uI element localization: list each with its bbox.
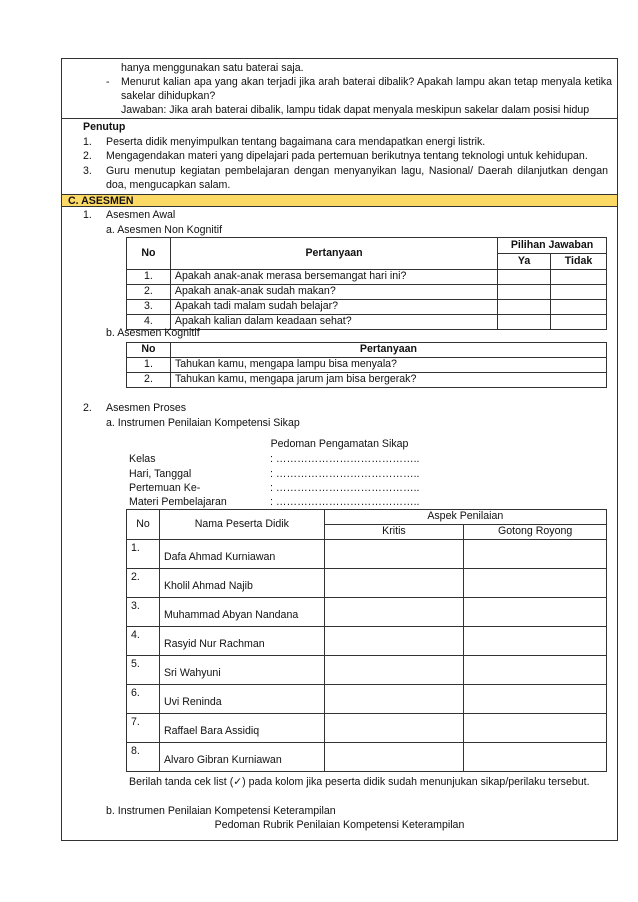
kognitif-table — [126, 342, 607, 388]
th-no-choice: Tidak — [551, 254, 607, 270]
table-row — [127, 373, 607, 388]
th-yes: Ya — [498, 254, 551, 270]
student-name: Uvi Reninda — [159, 685, 324, 714]
row-no: 1. — [127, 270, 171, 285]
row-question: Apakah kalian dalam keadaan sehat? — [170, 315, 497, 330]
gotong-cell[interactable] — [464, 743, 607, 772]
bullet-dash: - — [106, 76, 110, 88]
table-row — [127, 540, 607, 569]
th-choice: Pilihan Jawaban — [498, 238, 607, 254]
row-question: Apakah anak-anak sudah makan? — [170, 285, 497, 300]
continuation-line: hanya menggunakan satu baterai saja. — [121, 62, 304, 74]
gotong-cell[interactable] — [464, 627, 607, 656]
table-row — [127, 685, 607, 714]
yes-cell[interactable] — [498, 270, 551, 285]
student-name: Raffael Bara Assidiq — [159, 714, 324, 743]
student-name: Muhammad Abyan Nandana — [159, 598, 324, 627]
keterampilan-title: Pedoman Rubrik Penilaian Kompetensi Keterampilan — [214, 819, 465, 831]
kritis-cell[interactable] — [324, 598, 464, 627]
checklist-note: Berilah tanda cek list (✓) pada kolom jika peserta didik sudah menunjukan sikap/perilaku tersebut. — [129, 776, 590, 788]
row-question: Tahukan kamu, mengapa jarum jam bisa bergerak? — [170, 373, 606, 388]
student-no: 1. — [127, 540, 160, 569]
field-value[interactable]: : ………………………………….. — [270, 496, 420, 508]
penutup-item-1: Peserta didik menyimpulkan tentang bagaimana cara mendapatkan energi listrik. — [106, 136, 486, 148]
no-cell[interactable] — [551, 300, 607, 315]
sikap-table — [126, 509, 607, 772]
student-name: Dafa Ahmad Kurniawan — [159, 540, 324, 569]
table-row — [127, 714, 607, 743]
kritis-cell[interactable] — [324, 540, 464, 569]
th-no: No — [127, 510, 160, 540]
kritis-cell[interactable] — [324, 685, 464, 714]
asesmen-awal-num: 1. — [83, 209, 92, 221]
kritis-cell[interactable] — [324, 743, 464, 772]
row-no: 2. — [127, 285, 171, 300]
kritis-cell[interactable] — [324, 569, 464, 598]
student-name: Rasyid Nur Rachman — [159, 627, 324, 656]
table-row — [127, 598, 607, 627]
non-kognitif-table — [126, 237, 607, 330]
student-no: 3. — [127, 598, 160, 627]
penutup-title: Penutup — [83, 121, 126, 133]
guide-title: Pedoman Pengamatan Sikap — [270, 438, 409, 450]
document-frame — [61, 58, 618, 841]
gotong-cell[interactable] — [464, 714, 607, 743]
field-value[interactable]: : ………………………………….. — [270, 468, 420, 480]
gotong-cell[interactable] — [464, 656, 607, 685]
sikap-label: a. Instrumen Penilaian Kompetensi Sikap — [106, 417, 300, 429]
penutup-num-2: 2. — [83, 150, 92, 162]
no-cell[interactable] — [551, 315, 607, 330]
th-gotong: Gotong Royong — [464, 525, 607, 540]
th-aspect: Aspek Penilaian — [324, 510, 606, 525]
row-no: 2. — [127, 373, 171, 388]
yes-cell[interactable] — [498, 300, 551, 315]
th-no: No — [127, 238, 171, 270]
asesmen-awal-title: Asesmen Awal — [106, 209, 176, 221]
table-row — [127, 270, 607, 285]
student-no: 7. — [127, 714, 160, 743]
student-no: 2. — [127, 569, 160, 598]
table-row — [127, 627, 607, 656]
table-row — [127, 285, 607, 300]
asesmen-heading: C. ASESMEN — [68, 195, 134, 207]
field-label: Hari, Tanggal — [129, 468, 192, 480]
student-no: 4. — [127, 627, 160, 656]
th-name: Nama Peserta Didik — [159, 510, 324, 540]
table-row — [127, 569, 607, 598]
field-value[interactable]: : ………………………………….. — [270, 482, 420, 494]
no-cell[interactable] — [551, 270, 607, 285]
penutup-item-3: Guru menutup kegiatan pembelajaran dengan menyanyikan lagu, Nasional/ Daerah dilanjutkan dengan doa, mengucapkan salam. — [106, 165, 608, 191]
yes-cell[interactable] — [498, 285, 551, 300]
row-question: Tahukan kamu, mengapa lampu bisa menyala? — [170, 358, 606, 373]
field-label: Pertemuan Ke- — [129, 482, 201, 494]
student-name: Kholil Ahmad Najib — [159, 569, 324, 598]
row-no: 3. — [127, 300, 171, 315]
field-value[interactable]: : ………………………………….. — [270, 453, 420, 465]
field-label: Materi Pembelajaran — [129, 496, 227, 508]
gotong-cell[interactable] — [464, 598, 607, 627]
gotong-cell[interactable] — [464, 685, 607, 714]
gotong-cell[interactable] — [464, 540, 607, 569]
student-name: Alvaro Gibran Kurniawan — [159, 743, 324, 772]
student-no: 8. — [127, 743, 160, 772]
th-question: Pertanyaan — [170, 343, 606, 358]
kritis-cell[interactable] — [324, 656, 464, 685]
divider — [62, 118, 617, 119]
kognitif-label: b. Asesmen Kognitif — [106, 327, 200, 339]
keterampilan-label: b. Instrumen Penilaian Kompetensi Keterampilan — [106, 805, 336, 817]
th-kritis: Kritis — [324, 525, 464, 540]
field-label: Kelas — [129, 453, 156, 465]
non-kognitif-label: a. Asesmen Non Kognitif — [106, 224, 223, 236]
table-row — [127, 743, 607, 772]
th-question: Pertanyaan — [170, 238, 497, 270]
row-no: 1. — [127, 358, 171, 373]
th-no: No — [127, 343, 171, 358]
row-no: 4. — [127, 315, 171, 330]
answer-text: Jawaban: Jika arah baterai dibalik, lampu tidak dapat menyala meskipun sakelar dalam posisi hidup — [121, 104, 590, 116]
kritis-cell[interactable] — [324, 714, 464, 743]
question-text: Menurut kalian apa yang akan terjadi jika arah baterai dibalik? Apakah lampu akan tetap menyala ketika sakelar dihidupkan? — [121, 76, 612, 102]
table-row — [127, 656, 607, 685]
table-row — [127, 358, 607, 373]
yes-cell[interactable] — [498, 315, 551, 330]
asesmen-proses-title: Asesmen Proses — [106, 402, 187, 414]
student-no: 6. — [127, 685, 160, 714]
student-no: 5. — [127, 656, 160, 685]
table-row — [127, 300, 607, 315]
penutup-item-2: Mengagendakan materi yang dipelajari pada pertemuan berikutnya tentang teknologi untuk kehidupan. — [106, 150, 588, 162]
no-cell[interactable] — [551, 285, 607, 300]
student-name: Sri Wahyuni — [159, 656, 324, 685]
row-question: Apakah tadi malam sudah belajar? — [170, 300, 497, 315]
penutup-num-3: 3. — [83, 165, 92, 177]
asesmen-heading-band — [62, 194, 617, 207]
asesmen-proses-num: 2. — [83, 402, 92, 414]
gotong-cell[interactable] — [464, 569, 607, 598]
kritis-cell[interactable] — [324, 627, 464, 656]
penutup-num-1: 1. — [83, 136, 92, 148]
row-question: Apakah anak-anak merasa bersemangat hari ini? — [170, 270, 497, 285]
